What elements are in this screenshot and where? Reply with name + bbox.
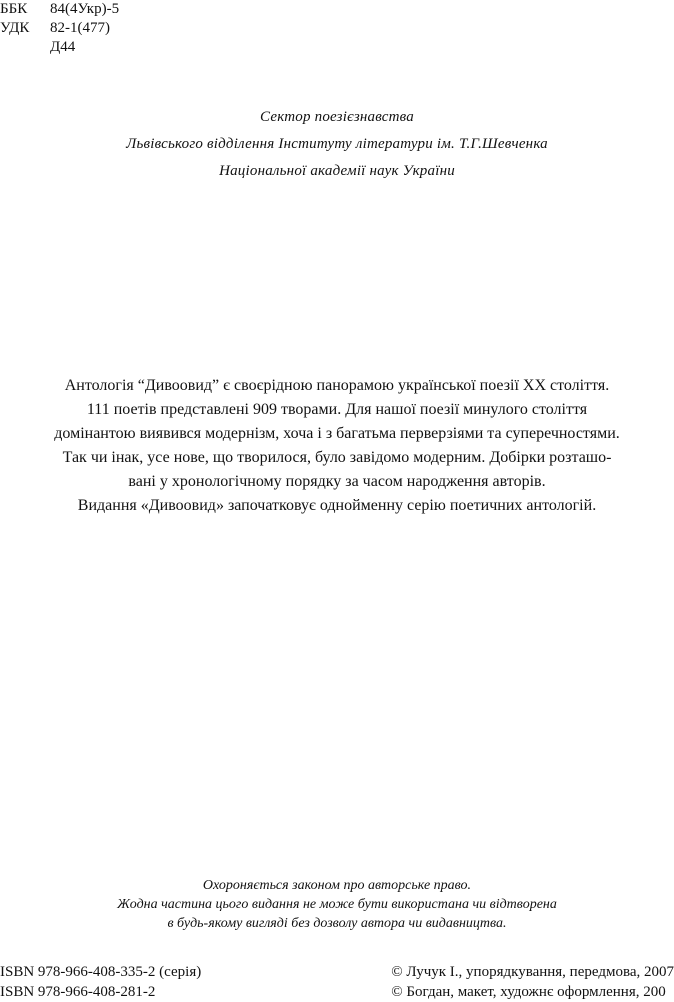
annotation-line-2: 111 поетів представлені 909 творами. Для нашої поезії минулого століття [86,401,588,418]
rights-line-2: Жодна частина цього видання не може бути використана чи відтворена [117,897,557,912]
copyright-publisher: © Богдан, макет, художнє оформлення, 200 [391,984,666,1000]
author-mark-value: Д44 [50,39,76,55]
institution-line-2: Львівського відділення Інституту літератури ім. Т.Г.Шевченка [126,136,548,152]
institution-line-3: Національної академії наук України [219,163,455,179]
bbk-label: ББК [0,1,28,17]
isbn-book: ISBN 978-966-408-281-2 [0,984,156,1000]
bbk-value: 84(4Укр)-5 [50,1,120,17]
bbk-row [0,0,119,19]
author-mark-label [0,38,50,57]
institution-line-1: Сектор поезієзнавства [260,109,414,125]
annotation-line-4: Так чи інак, усе нове, що творилося, було завідомо модерним. Добірки розташо- [62,449,612,466]
copyright-notice [0,876,674,933]
udk-value: 82-1(477) [50,20,110,36]
copyright-compiler: © Лучук І., упорядкування, передмова, 2007 [391,964,674,980]
isbn-block [0,962,201,1002]
annotation-block [30,374,644,518]
copyright-block [391,962,674,1002]
annotation-line-1: Антологія “Дивоовид” є своєрідною панорамою української поезії XX століття. [64,377,610,394]
annotation-line-3: домінантою виявився модернізм, хоча і з багатьма перверзіями та суперечностями. [54,425,620,442]
rights-line-3: в будь-якому вигляді без дозволу автора чи видавництва. [167,916,507,931]
rights-line-1: Охороняється законом про авторське право. [202,878,472,893]
institution-block [0,104,674,185]
udk-row [0,19,119,38]
udk-label: УДК [0,20,30,36]
classification-codes [0,0,119,57]
isbn-series: ISBN 978-966-408-335-2 (серія) [0,964,202,980]
author-mark-row [0,38,119,57]
annotation-line-6: Видання «Дивоовид» започатковує однойменну серію поетичних антологій. [77,497,597,514]
annotation-line-5: вані у хронологічному порядку за часом народження авторів. [128,473,546,490]
